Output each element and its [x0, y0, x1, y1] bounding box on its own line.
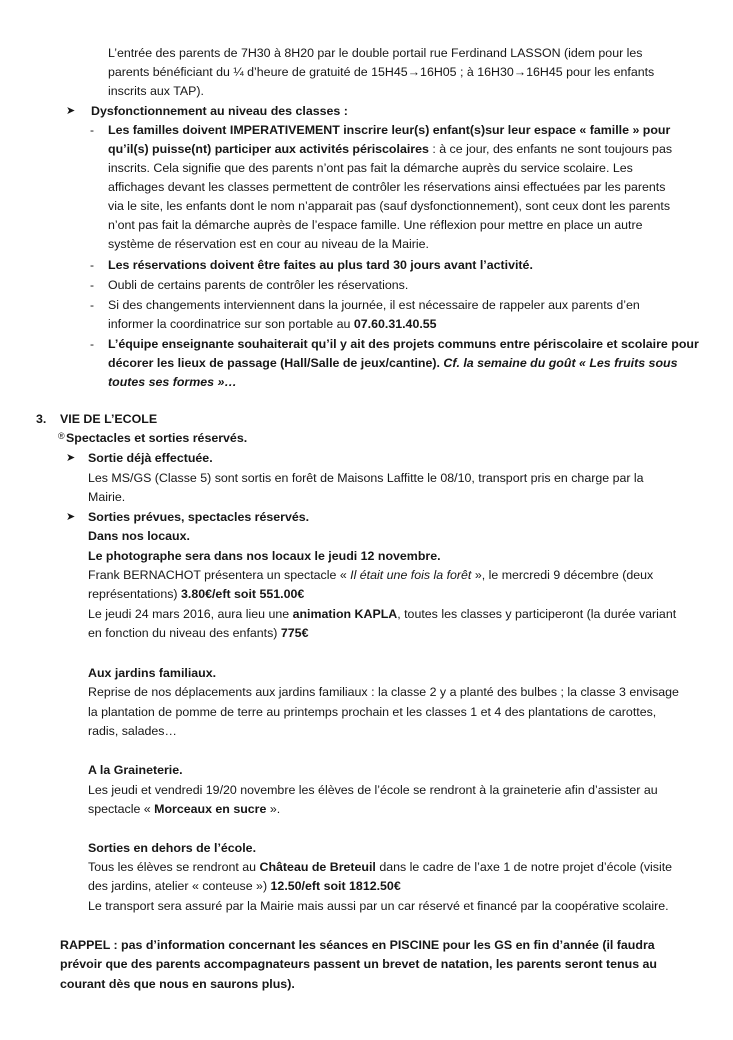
text-bold: Château de Breteuil: [259, 860, 376, 874]
text-bold: Morceaux en sucre: [154, 802, 267, 816]
text-span: », le mercredi 9 décembre (deux: [471, 568, 654, 582]
phone-number: 07.60.31.40.55: [353, 317, 437, 331]
price: 3.80€/eft soit 551.00€: [180, 587, 305, 601]
reminder-line: courant dès que nous en saurons plus).: [60, 977, 295, 991]
text-line: via le site, les enfants dont le nom n’apparait pas (sauf dysfonctionnement), sont ceux dont les parents: [108, 199, 671, 213]
text-line: système de réservation est en cour au niveau de la Mairie.: [108, 237, 429, 251]
section-title: VIE DE L’ECOLE: [60, 412, 158, 426]
text-line: Les jeudi et vendredi 19/20 novembre les élèves de l’école se rendront à la graineterie afin d’assister au: [88, 783, 658, 797]
text-line: inscrits. Cela signifie que des parents n’ont pas fait la démarche auprès du service scolaire. Les: [108, 161, 633, 175]
dash-bullet: -: [90, 278, 94, 292]
reminder-line: RAPPEL : pas d’information concernant les séances en PISCINE pour les GS en fin d’année (il faudra: [60, 938, 655, 952]
arrow-bullet-icon: ➤: [66, 511, 76, 523]
text-line: Reprise de nos déplacements aux jardins familiaux : la classe 2 y a planté des bulbes ; la classe 3 envisage: [88, 685, 679, 699]
text-line: toutes ses formes »…: [108, 375, 237, 389]
text-span: Le jeudi 24 mars 2016, aura lieu une: [88, 607, 293, 621]
text-line: inscrits aux TAP).: [108, 84, 204, 98]
subsection-heading: Sorties prévues, spectacles réservés.: [88, 510, 310, 524]
text-bold: qu’il(s) puisse(nt) participer aux activités périscolaires: [108, 142, 429, 156]
text-line: la plantation de pomme de terre au printemps prochain et les classes 1 et 4 des plantations de carottes,: [88, 705, 657, 719]
text-line: [88, 877, 401, 896]
text-line: parents bénéficiant du ¼ d’heure de gratuité de 15H45→16H05 ; à 16H30→16H45 pour les enfants: [108, 65, 655, 79]
text-line: [88, 624, 308, 643]
price: 775€: [280, 626, 309, 640]
text-span: , toutes les classes y participeront (la durée variant: [397, 607, 677, 621]
text-line: L’entrée des parents de 7H30 à 8H20 par le double portail rue Ferdinand LASSON (idem pour les: [108, 46, 643, 60]
section-heading: Dysfonctionnement au niveau des classes :: [91, 104, 348, 118]
price: 12.50/eft soit 1812.50€: [270, 879, 401, 893]
text-line: Si des changements interviennent dans la journée, il est nécessaire de rappeler aux parents d’en: [108, 298, 640, 312]
text-bold: animation KAPLA: [292, 607, 398, 621]
text-line: [108, 140, 672, 159]
reminder-line: prévoir que des parents accompagnateurs passent un brevet de natation, les parents seront tenus au: [60, 957, 657, 971]
text-line: [88, 566, 653, 585]
subsection-heading: Sortie déjà effectuée.: [88, 451, 213, 465]
text-span: ».: [266, 802, 281, 816]
text-line: [88, 605, 676, 624]
registered-mark-icon: ®: [58, 431, 65, 441]
text-line: n’ont pas fait la démarche auprès de l’espace famille. Une réflexion pour mettre en place un autre: [108, 218, 643, 232]
text-line: L’équipe enseignante souhaiterait qu’il y ait des projets communs entre périscolaire et scolaire pour: [108, 337, 699, 351]
section-subtitle: Spectacles et sorties réservés.: [66, 431, 248, 445]
text-line: Les MS/GS (Classe 5) sont sortis en forêt de Maisons Laffitte le 08/10, transport pris en charge par la: [88, 471, 644, 485]
text-line: Les réservations doivent être faites au plus tard 30 jours avant l’activité.: [108, 258, 533, 272]
text-span: représentations): [88, 587, 181, 601]
text-line: Les familles doivent IMPERATIVEMENT inscrire leur(s) enfant(s)sur leur espace « famille » pour: [108, 123, 671, 137]
text-span: spectacle «: [88, 802, 155, 816]
text-span: Tous les élèves se rendront au: [88, 860, 260, 874]
text-span: informer la coordinatrice sur son portable au: [108, 317, 354, 331]
text-bold: décorer les lieux de passage (Hall/Salle de jeux/cantine).: [108, 356, 444, 370]
section-number: 3.: [36, 412, 47, 426]
text-line: Le photographe sera dans nos locaux le jeudi 12 novembre.: [88, 549, 441, 563]
text-line: [88, 858, 672, 877]
dash-bullet: -: [90, 258, 94, 272]
text-span: en fonction du niveau des enfants): [88, 626, 281, 640]
text-line: affichages devant les classes permettent de contrôler les réservations ainsi effectuées par les parents: [108, 180, 666, 194]
text-span: dans le cadre de l’axe 1 de notre projet d’école (visite: [375, 860, 673, 874]
subsection-heading: Aux jardins familiaux.: [88, 666, 217, 680]
dash-bullet: -: [90, 337, 94, 351]
text-line: Dans nos locaux.: [88, 529, 190, 543]
text-span: : à ce jour, des enfants ne sont toujours pas: [428, 142, 673, 156]
dash-bullet: -: [90, 123, 94, 137]
text-line: [88, 585, 304, 604]
text-line: Mairie.: [88, 490, 126, 504]
text-line: [108, 354, 677, 373]
dash-bullet: -: [90, 298, 94, 312]
text-bold-italic: Cf. la semaine du goût « Les fruits sous: [443, 356, 678, 370]
arrow-bullet-icon: ➤: [66, 105, 76, 117]
arrow-bullet-icon: ➤: [66, 452, 76, 464]
subsection-heading: A la Graineterie.: [88, 763, 183, 777]
text-line: [88, 800, 280, 819]
subsection-heading: Sorties en dehors de l’école.: [88, 841, 257, 855]
text-line: radis, salades…: [88, 724, 177, 738]
text-line: Oubli de certains parents de contrôler les réservations.: [108, 278, 409, 292]
text-span: des jardins, atelier « conteuse »): [88, 879, 271, 893]
text-line: Le transport sera assuré par la Mairie mais aussi par un car réservé et financé par la coopérative scolaire.: [88, 899, 669, 913]
text-italic: Il était une fois la forêt: [350, 568, 472, 582]
text-line: [108, 315, 437, 334]
text-span: Frank BERNACHOT présentera un spectacle «: [88, 568, 351, 582]
